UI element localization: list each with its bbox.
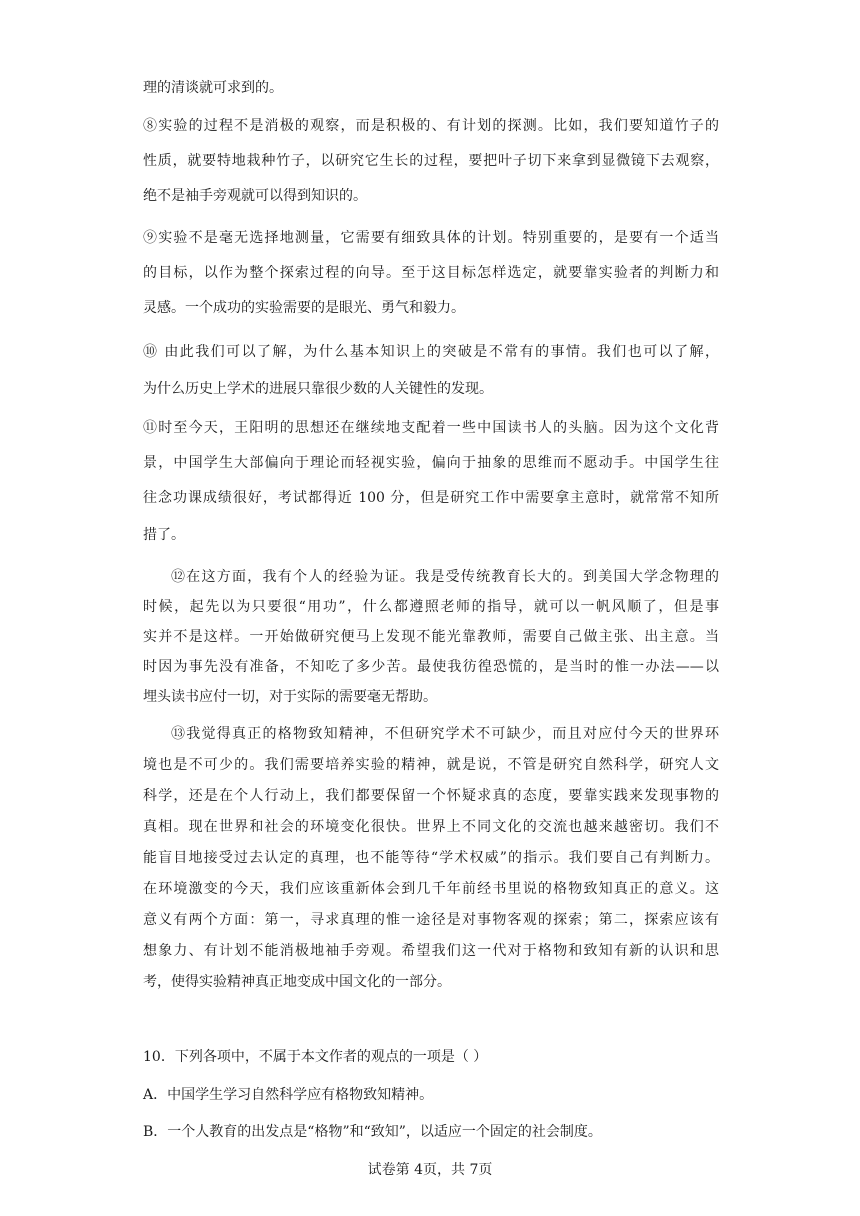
text-line: 灵感。一个成功的实验需要的是眼光、勇气和毅力。 — [143, 300, 465, 316]
text-line: 景，中国学生大部偏向于理论而轻视实验，偏向于抽象的思维而不愿动手。中国学生往 — [143, 455, 719, 471]
text-line: 能盲目地接受过去认定的真理，也不能等待“学术权威”的指示。我们要自己有判断力。 — [143, 850, 719, 866]
text-line: ⑩ 由此我们可以了解，为什么基本知识上的突破是不常有的事情。我们也可以了解， — [143, 344, 719, 360]
text-line: ⑬我觉得真正的格物致知精神，不但研究学术不可缺少，而且对应付今天的世界环 — [171, 726, 719, 742]
text-line: ⑪时至今天，王阳明的思想还在继续地支配着一些中国读书人的头脑。因为这个文化背 — [143, 420, 719, 436]
text-line: 为什么历史上学术的进展只靠很少数的人关键性的发现。 — [143, 381, 493, 397]
text-line: 考，使得实验精神真正地变成中国文化的一部分。 — [143, 974, 451, 990]
paragraph-11 — [143, 418, 719, 545]
question-10-option-a: A．中国学生学习自然科学应有格物致知精神。 — [143, 1087, 434, 1103]
text-line: 实并不是这样。一开始做研究便马上发现不能光靠教师，需要自己做主张、出主意。当 — [143, 629, 719, 645]
text-line: 意义有两个方面：第一，寻求真理的惟一途径是对事物客观的探索；第二，探索应该有 — [143, 912, 719, 928]
text-line: 绝不是袖手旁观就可以得到知识的。 — [143, 188, 367, 204]
text-line: 性质，就要特地栽种竹子，以研究它生长的过程，要把叶子切下来拿到显微镜下去观察， — [143, 153, 719, 169]
text-line: 埋头读书应付一切，对于实际的需要毫无帮助。 — [143, 689, 437, 705]
text-line: ⑧实验的过程不是消极的观察，而是积极的、有计划的探测。比如，我们要知道竹子的 — [143, 118, 719, 134]
text-line: 想象力、有计划不能消极地袖手旁观。希望我们这一代对于格物和致知有新的认识和思 — [143, 943, 719, 959]
text-line: 科学，还是在个人行动上，我们都要保留一个怀疑求真的态度，要靠实践来发现事物的 — [143, 788, 719, 804]
paragraph-9 — [143, 228, 719, 318]
question-10-stem: 10．下列各项中，不属于本文作者的观点的一项是（ ） — [143, 1049, 488, 1065]
paragraph-7-tail — [143, 78, 719, 98]
text-line: 的目标，以作为整个探索过程的向导。至于这目标怎样选定，就要靠实验者的判断力和 — [143, 265, 719, 281]
paragraph-10 — [143, 342, 719, 399]
text-line: ⑨实验不是毫无选择地测量，它需要有细致具体的计划。特别重要的，是要有一个适当 — [143, 230, 719, 246]
question-10-option-b: B．一个人教育的出发点是“格物”和“致知”，以适应一个固定的社会制度。 — [143, 1124, 602, 1140]
paragraph-12 — [143, 567, 719, 707]
page-footer: 试卷第 4页，共 7页 — [367, 1162, 493, 1178]
text-line: 往念功课成绩很好，考试都得近 100 分，但是研究工作中需要拿主意时，就常常不知所 — [143, 490, 719, 506]
text-line: 理的清谈就可求到的。 — [143, 80, 283, 96]
text-line: 时因为事先没有准备，不知吃了多少苦。最使我彷徨恐慌的，是当时的惟一办法——以 — [143, 659, 719, 675]
text-line: ⑫在这方面，我有个人的经验为证。我是受传统教育长大的。到美国大学念物理的 — [171, 569, 719, 585]
text-line: 境也是不可少的。我们需要培养实验的精神，就是说，不管是研究自然科学，研究人文 — [143, 757, 719, 773]
paragraph-13 — [143, 724, 719, 992]
text-line: 在环境激变的今天，我们应该重新体会到几千年前经书里说的格物致知真正的意义。这 — [143, 881, 719, 897]
paragraph-8 — [143, 116, 719, 206]
text-line: 真相。现在世界和社会的环境变化很快。世界上不同文化的交流也越来越密切。我们不 — [143, 819, 719, 835]
text-line: 时候，起先以为只要很“用功”，什么都遵照老师的指导，就可以一帆风顺了，但是事 — [143, 599, 719, 615]
text-line: 措了。 — [143, 527, 185, 543]
